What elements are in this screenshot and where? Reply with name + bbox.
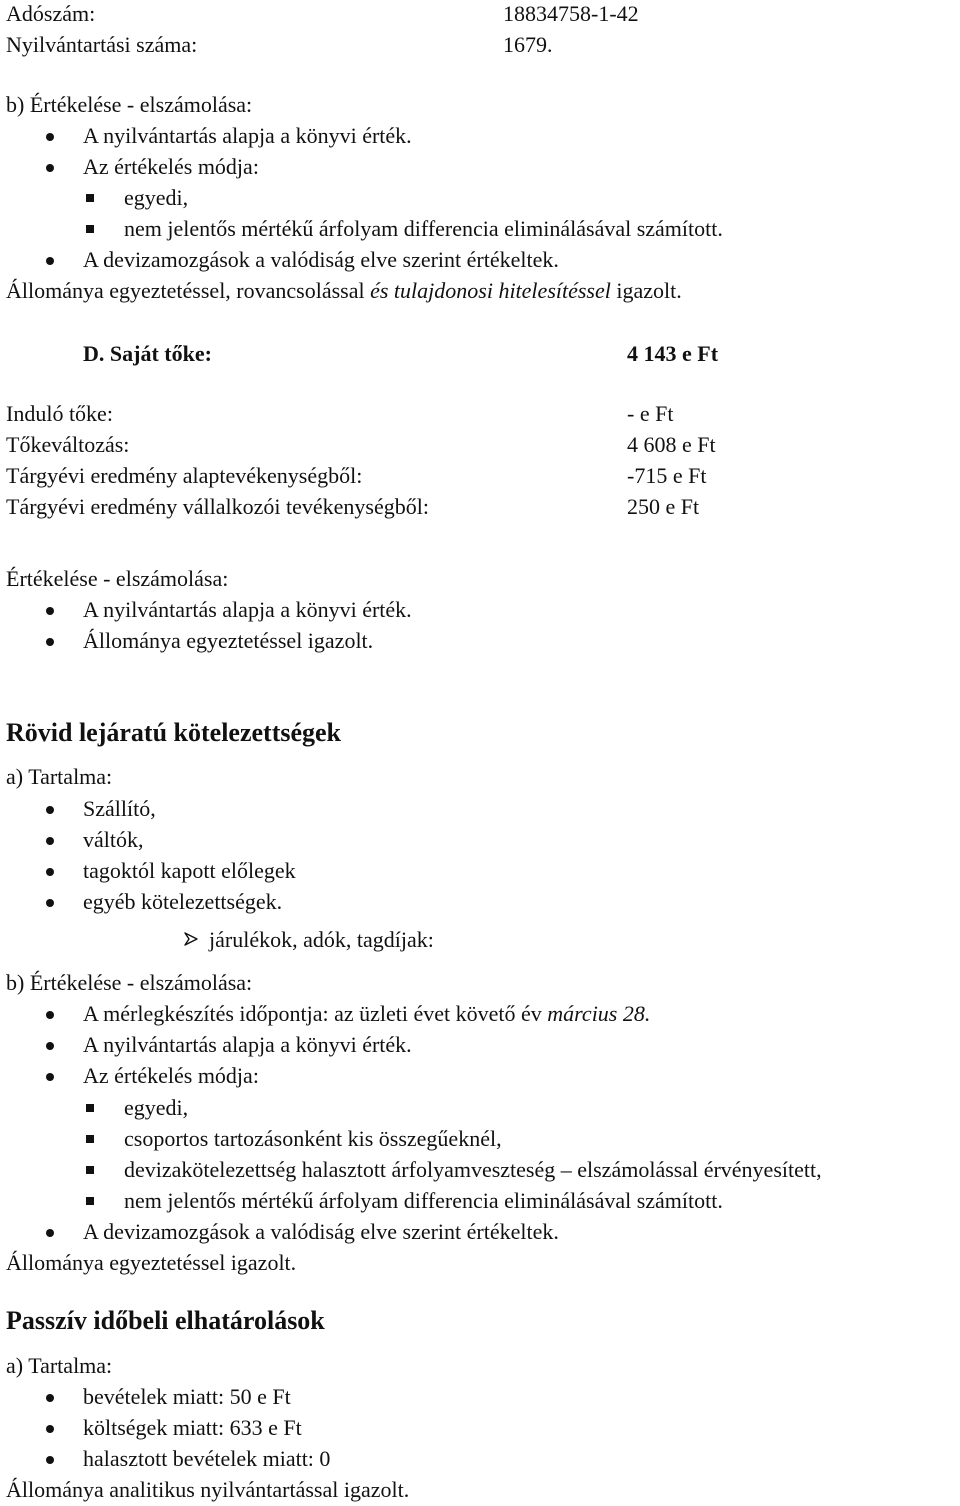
section-heading: Rövid lejáratú kötelezettségek <box>6 718 342 747</box>
equity-row-label: Tárgyévi eredmény alaptevékenységből: <box>6 463 363 488</box>
equity-total: 4 143 e Ft <box>627 341 719 366</box>
list-subitem: egyedi, <box>124 185 189 210</box>
closing-statement <box>6 275 682 306</box>
bullet-icon <box>46 1425 54 1433</box>
bullet-icon <box>46 257 54 265</box>
section-title: a) Tartalma: <box>6 1353 113 1378</box>
section-title: a) Tartalma: <box>6 764 113 789</box>
section-title: b) Értékelése - elszámolása: <box>6 970 253 995</box>
list-item: A devizamozgások a valódiság elve szerint értékeltek. <box>83 247 559 272</box>
registration-number-value: 1679. <box>503 32 553 57</box>
equity-row-value: -715 e Ft <box>627 463 707 488</box>
equity-row-label: Induló tőke: <box>6 401 113 426</box>
bullet-icon <box>46 1229 54 1237</box>
equity-row-value: 4 608 e Ft <box>627 432 716 457</box>
list-item-text: A mérlegkészítés időpontja: az üzleti évet követő év <box>83 1001 548 1026</box>
square-bullet-icon <box>86 1104 94 1112</box>
square-bullet-icon <box>86 1135 94 1143</box>
bullet-icon <box>46 806 54 814</box>
closing-part: igazolt. <box>610 278 682 303</box>
list-item: A devizamozgások a valódiság elve szerint értékeltek. <box>83 1219 559 1244</box>
bullet-icon <box>46 133 54 141</box>
bullet-icon <box>46 638 54 646</box>
list-subitem: devizakötelezettség halasztott árfolyamveszteség – elszámolással érvényesített, <box>124 1157 822 1182</box>
arrow-bullet-icon <box>184 932 198 946</box>
list-item <box>83 998 650 1029</box>
list-item: egyéb kötelezettségek. <box>83 889 283 914</box>
equity-title: D. Saját tőke: <box>83 341 212 366</box>
bullet-icon <box>46 164 54 172</box>
bullet-icon <box>46 607 54 615</box>
square-bullet-icon <box>86 1197 94 1205</box>
bullet-icon <box>46 1042 54 1050</box>
list-item: Az értékelés módja: <box>83 1063 259 1088</box>
list-item: A nyilvántartás alapja a könyvi érték. <box>83 123 412 148</box>
section-heading: Passzív időbeli elhatárolások <box>6 1306 325 1335</box>
square-bullet-icon <box>86 225 94 233</box>
list-item: költségek miatt: 633 e Ft <box>83 1415 302 1440</box>
list-item: Szállító, <box>83 796 156 821</box>
bullet-icon <box>46 868 54 876</box>
list-subitem: nem jelentős mértékű árfolyam differencia eliminálásával számított. <box>124 216 723 241</box>
section-title: b) Értékelése - elszámolása: <box>6 92 253 117</box>
list-item: Az értékelés módja: <box>83 154 259 179</box>
equity-row-label: Tárgyévi eredmény vállalkozói tevékenységből: <box>6 494 429 519</box>
list-item: váltók, <box>83 827 144 852</box>
list-item: tagoktól kapott előlegek <box>83 858 296 883</box>
list-subitem: járulékok, adók, tagdíjak: <box>209 927 434 952</box>
list-subitem: egyedi, <box>124 1095 189 1120</box>
square-bullet-icon <box>86 1166 94 1174</box>
bullet-icon <box>46 837 54 845</box>
registration-number-label: Nyilvántartási száma: <box>6 32 198 57</box>
bullet-icon <box>46 899 54 907</box>
equity-row-label: Tőkeváltozás: <box>6 432 130 457</box>
closing-italic: és tulajdonosi hitelesítéssel <box>370 278 611 303</box>
list-subitem: nem jelentős mértékű árfolyam differencia eliminálásával számított. <box>124 1188 723 1213</box>
closing-part: Állománya egyeztetéssel, rovancsolással <box>6 278 371 303</box>
list-subitem: csoportos tartozásonként kis összegűeknél, <box>124 1126 502 1151</box>
square-bullet-icon <box>86 194 94 202</box>
closing-statement: Állománya egyeztetéssel igazolt. <box>6 1250 297 1275</box>
date-italic: március 28. <box>547 1001 651 1026</box>
list-item: Állománya egyeztetéssel igazolt. <box>83 628 374 653</box>
bullet-icon <box>46 1456 54 1464</box>
tax-number-label: Adószám: <box>6 1 96 26</box>
list-item: A nyilvántartás alapja a könyvi érték. <box>83 1032 412 1057</box>
list-item: bevételek miatt: 50 e Ft <box>83 1384 291 1409</box>
closing-statement: Állománya analitikus nyilvántartással igazolt. <box>6 1477 410 1502</box>
equity-row-value: 250 e Ft <box>627 494 700 519</box>
equity-row-value: - e Ft <box>627 401 674 426</box>
bullet-icon <box>46 1011 54 1019</box>
bullet-icon <box>46 1073 54 1081</box>
tax-number-value: 18834758-1-42 <box>503 1 639 26</box>
section-title: Értékelése - elszámolása: <box>6 566 229 591</box>
bullet-icon <box>46 1394 54 1402</box>
list-item: A nyilvántartás alapja a könyvi érték. <box>83 597 412 622</box>
list-item: halasztott bevételek miatt: 0 <box>83 1446 331 1471</box>
